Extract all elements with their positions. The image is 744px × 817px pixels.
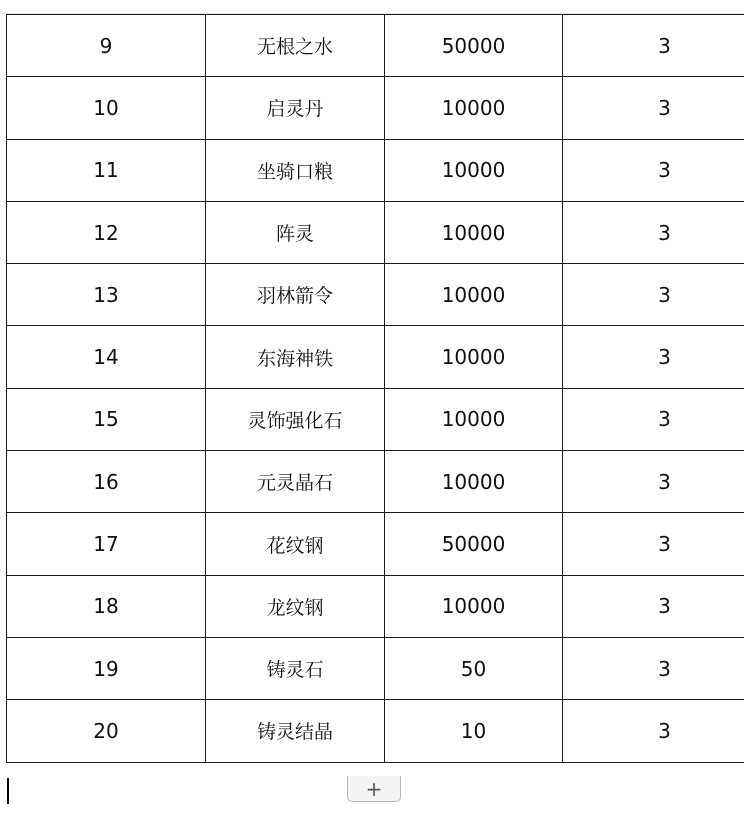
add-row-button[interactable] xyxy=(347,776,401,802)
row-index-cell[interactable]: 18 xyxy=(7,575,206,637)
row-index-cell[interactable]: 10 xyxy=(7,77,206,139)
item-name-cell[interactable]: 灵饰强化石 xyxy=(206,388,385,450)
row-index-cell[interactable]: 20 xyxy=(7,700,206,762)
items-table xyxy=(6,14,744,763)
item-count-cell[interactable]: 3 xyxy=(563,15,744,77)
item-count-cell[interactable]: 3 xyxy=(563,326,744,388)
row-index-cell[interactable]: 12 xyxy=(7,201,206,263)
item-value-cell[interactable]: 10000 xyxy=(385,575,563,637)
item-count-cell[interactable]: 3 xyxy=(563,451,744,513)
text-cursor xyxy=(7,778,9,804)
table-row xyxy=(7,264,744,326)
row-index-cell[interactable]: 15 xyxy=(7,388,206,450)
table-row xyxy=(7,388,744,450)
table-row xyxy=(7,451,744,513)
table-row xyxy=(7,700,744,762)
row-index-cell[interactable]: 13 xyxy=(7,264,206,326)
item-name-cell[interactable]: 花纹钢 xyxy=(206,513,385,575)
row-index-cell[interactable]: 14 xyxy=(7,326,206,388)
item-value-cell[interactable]: 10000 xyxy=(385,139,563,201)
item-name-cell[interactable]: 无根之水 xyxy=(206,15,385,77)
item-value-cell[interactable]: 50000 xyxy=(385,15,563,77)
table-row xyxy=(7,15,744,77)
item-count-cell[interactable]: 3 xyxy=(563,513,744,575)
item-name-cell[interactable]: 启灵丹 xyxy=(206,77,385,139)
item-value-cell[interactable]: 50 xyxy=(385,637,563,699)
item-name-cell[interactable]: 龙纹钢 xyxy=(206,575,385,637)
item-count-cell[interactable]: 3 xyxy=(563,139,744,201)
item-value-cell[interactable]: 10000 xyxy=(385,326,563,388)
row-index-cell[interactable]: 9 xyxy=(7,15,206,77)
table-row xyxy=(7,326,744,388)
item-count-cell[interactable]: 3 xyxy=(563,264,744,326)
item-name-cell[interactable]: 元灵晶石 xyxy=(206,451,385,513)
item-value-cell[interactable]: 10000 xyxy=(385,201,563,263)
item-name-cell[interactable]: 东海神铁 xyxy=(206,326,385,388)
row-index-cell[interactable]: 19 xyxy=(7,637,206,699)
item-count-cell[interactable]: 3 xyxy=(563,700,744,762)
item-name-cell[interactable]: 铸灵石 xyxy=(206,637,385,699)
row-index-cell[interactable]: 11 xyxy=(7,139,206,201)
item-name-cell[interactable]: 坐骑口粮 xyxy=(206,139,385,201)
item-count-cell[interactable]: 3 xyxy=(563,201,744,263)
row-index-cell[interactable]: 17 xyxy=(7,513,206,575)
item-value-cell[interactable]: 50000 xyxy=(385,513,563,575)
item-name-cell[interactable]: 铸灵结晶 xyxy=(206,700,385,762)
item-count-cell[interactable]: 3 xyxy=(563,575,744,637)
plus-icon: + xyxy=(365,776,383,801)
item-count-cell[interactable]: 3 xyxy=(563,637,744,699)
item-name-cell[interactable]: 羽林箭令 xyxy=(206,264,385,326)
table-row xyxy=(7,637,744,699)
item-value-cell[interactable]: 10000 xyxy=(385,77,563,139)
item-count-cell[interactable]: 3 xyxy=(563,77,744,139)
table-body xyxy=(7,15,744,763)
table-row xyxy=(7,201,744,263)
item-value-cell[interactable]: 10000 xyxy=(385,264,563,326)
page-top-divider xyxy=(0,0,744,14)
table-row xyxy=(7,77,744,139)
item-count-cell[interactable]: 3 xyxy=(563,388,744,450)
item-value-cell[interactable]: 10000 xyxy=(385,388,563,450)
item-value-cell[interactable]: 10000 xyxy=(385,451,563,513)
item-name-cell[interactable]: 阵灵 xyxy=(206,201,385,263)
table-row xyxy=(7,513,744,575)
item-value-cell[interactable]: 10 xyxy=(385,700,563,762)
table-row xyxy=(7,575,744,637)
table-row xyxy=(7,139,744,201)
row-index-cell[interactable]: 16 xyxy=(7,451,206,513)
